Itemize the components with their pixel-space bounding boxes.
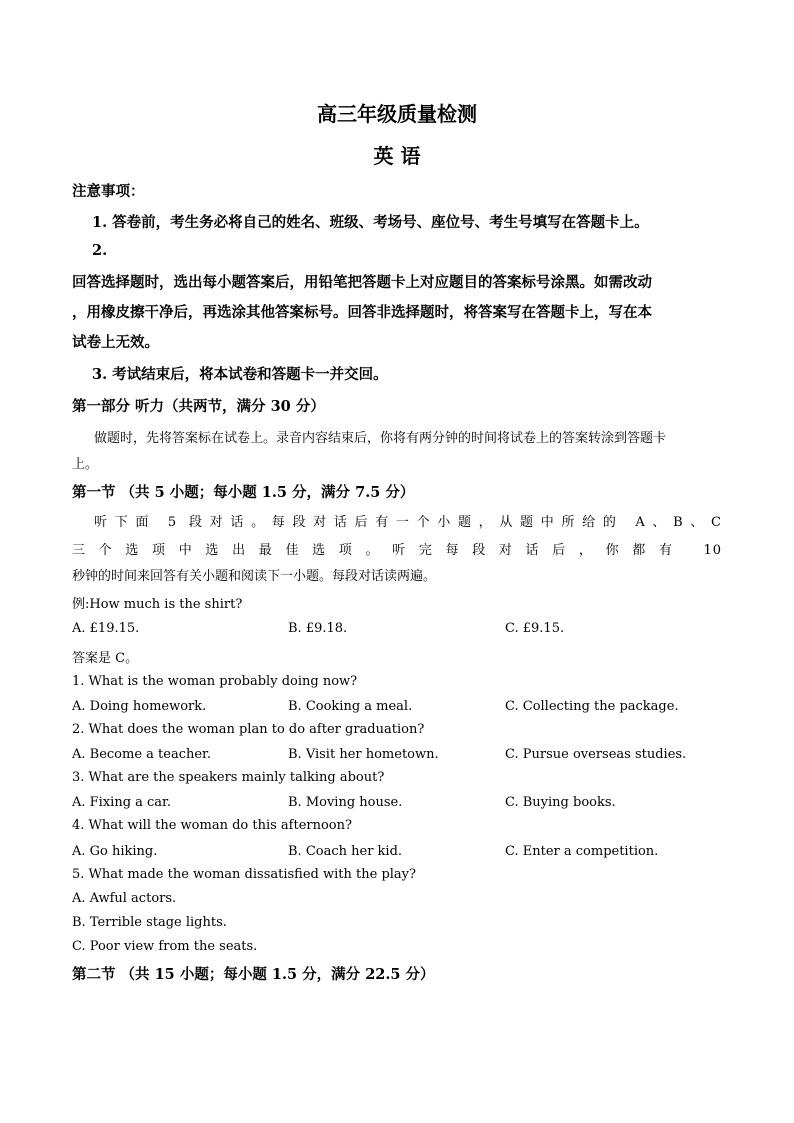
notice-item-2-line-3: 试卷上无效。 [72, 334, 159, 351]
notice-item-2-line-2: ，用橡皮擦干净后，再选涂其他答案标号。回答非选择题时，将答案写在答题卡上，写在本 [72, 304, 652, 321]
notice-item-3: 3. 考试结束后，将本试卷和答题卡一并交回。 [92, 366, 388, 383]
question-1-option-c: C. Collecting the package. [505, 699, 679, 714]
notice-item-2-number: 2. [92, 242, 108, 259]
question-1-option-b: B. Cooking a meal. [288, 699, 413, 714]
question-1-option-a: A. Doing homework. [72, 699, 207, 714]
example-option-b: B. £9.18. [288, 621, 348, 636]
notice-heading: 注意事项： [72, 183, 145, 200]
question-5: 5. What made the woman dissatisfied with the play? [72, 867, 416, 882]
example-answer: 答案是 C。 [72, 651, 139, 666]
question-4-option-a: A. Go hiking. [72, 844, 158, 859]
question-2-option-b: B. Visit her hometown. [288, 747, 439, 762]
question-3-option-a: A. Fixing a car. [72, 795, 171, 810]
part1-intro-line-1: 做题时，先将答案标在试卷上。录音内容结束后，你将有两分钟的时间将试卷上的答案转涂到答题卡 [94, 431, 667, 446]
example-question: 例:How much is the shirt? [72, 597, 243, 612]
section1-heading: 第一节 （共 5 小题；每小题 1.5 分，满分 7.5 分） [72, 484, 415, 501]
question-3-option-c: C. Buying books. [505, 795, 616, 810]
section1-instruction-line-2: 三个选项中选出最佳选项。听完每段对话后，你都有 10 [72, 543, 722, 558]
example-option-a: A. £19.15. [72, 621, 140, 636]
question-5-option-b: B. Terrible stage lights. [72, 915, 227, 930]
question-1: 1. What is the woman probably doing now? [72, 674, 358, 689]
example-option-c: C. £9.15. [505, 621, 565, 636]
section2-heading: 第二节 （共 15 小题；每小题 1.5 分，满分 22.5 分） [72, 966, 435, 983]
part1-intro-line-2: 上。 [72, 457, 99, 472]
question-2-option-c: C. Pursue overseas studies. [505, 747, 687, 762]
notice-item-1: 1. 答卷前，考生务必将自己的姓名、班级、考场号、座位号、考生号填写在答题卡上。 [92, 214, 649, 231]
exam-title: 高三年级质量检测 [317, 102, 477, 126]
question-3: 3. What are the speakers mainly talking about? [72, 770, 385, 785]
question-2: 2. What does the woman plan to do after graduation? [72, 722, 425, 737]
question-4: 4. What will the woman do this afternoon? [72, 818, 352, 833]
section1-instruction-line-1: 听下面 5 段对话。每段对话后有一个小题，从题中所给的 A、B、C [94, 515, 722, 530]
question-5-option-a: A. Awful actors. [72, 891, 177, 906]
question-4-option-c: C. Enter a competition. [505, 844, 659, 859]
question-5-option-c: C. Poor view from the seats. [72, 939, 258, 954]
part1-heading: 第一部分 听力（共两节，满分 30 分） [72, 398, 325, 415]
question-2-option-a: A. Become a teacher. [72, 747, 211, 762]
question-4-option-b: B. Coach her kid. [288, 844, 403, 859]
notice-item-2-line-1: 回答选择题时，选出每小题答案后，用铅笔把答题卡上对应题目的答案标号涂黑。如需改动 [72, 274, 652, 291]
section1-instruction-line-3: 秒钟的时间来回答有关小题和阅读下一小题。每段对话读两遍。 [72, 569, 437, 584]
subject-title: 英 语 [373, 144, 421, 168]
question-3-option-b: B. Moving house. [288, 795, 403, 810]
